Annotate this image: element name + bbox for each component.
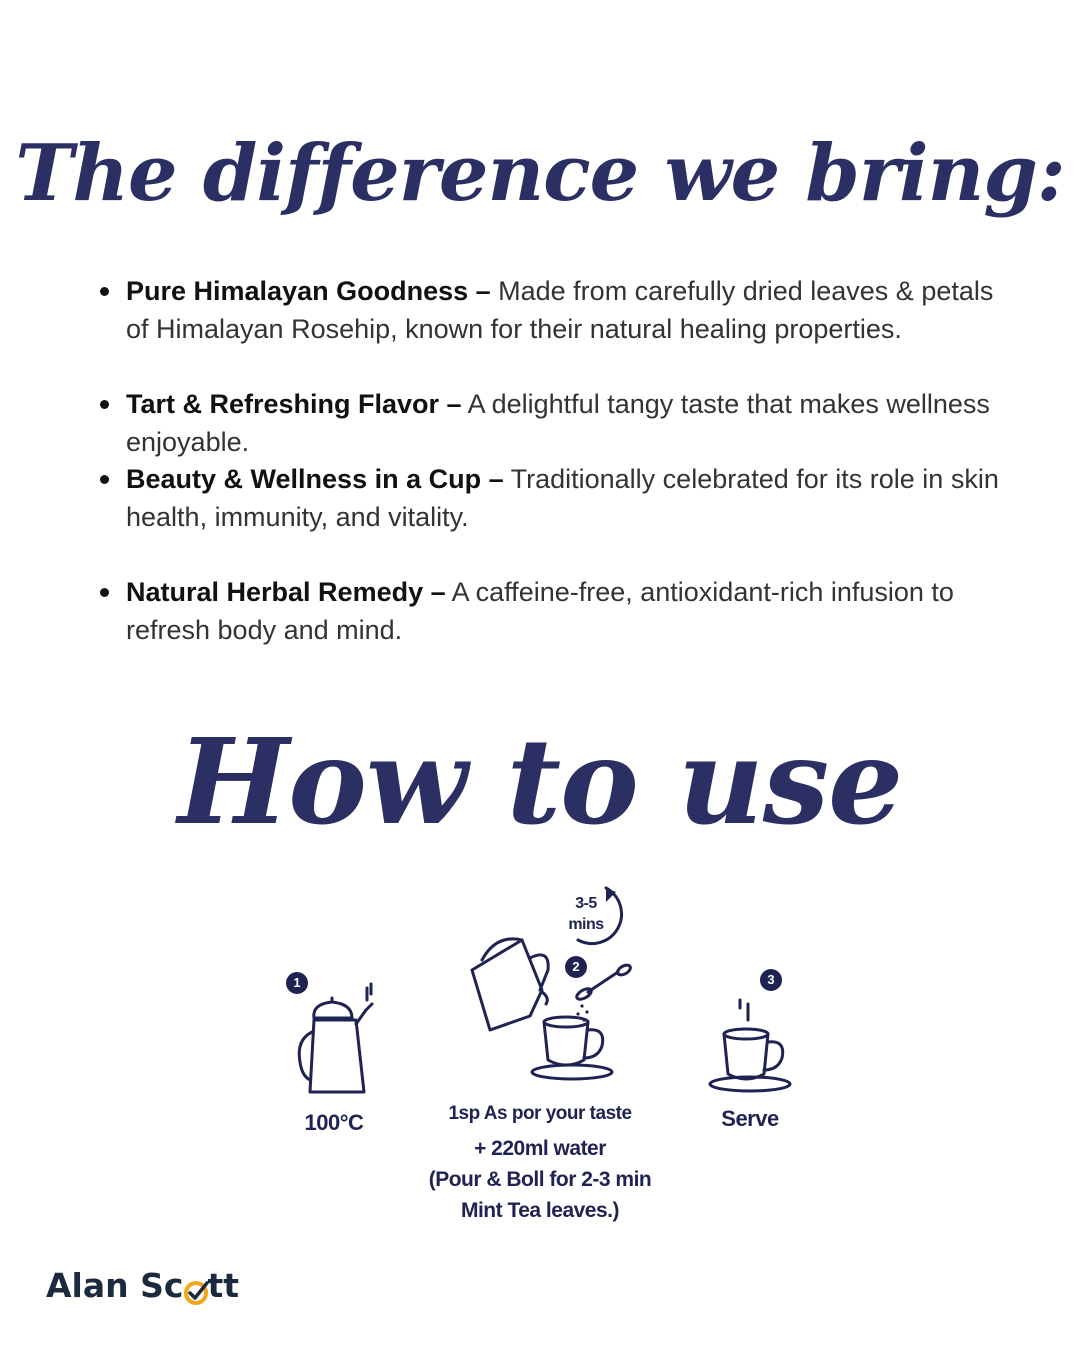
step-1-caption: 100°C	[304, 1110, 364, 1135]
bullet-icon	[100, 475, 109, 484]
step-2-line-1: 1sp As por your taste	[448, 1103, 632, 1124]
logo-text-end: tt	[207, 1266, 239, 1305]
logo-check-icon	[183, 1274, 207, 1298]
logo-text-start: Alan Sc	[46, 1266, 184, 1305]
bullet-icon	[100, 400, 109, 409]
difference-heading: The difference we bring:	[15, 128, 1065, 219]
step-2-line-3: (Pour & Boll for 2-3 min	[428, 1168, 652, 1191]
benefit-desc: Made from carefully dried leaves & petals of Himalayan Rosehip, known for their natural healing properties.	[126, 276, 994, 344]
serve-cup-icon	[706, 998, 796, 1098]
step-3-caption: Serve	[721, 1106, 779, 1131]
benefit-item	[100, 460, 1020, 536]
bullet-icon	[100, 287, 109, 296]
timer-bottom: mins	[568, 916, 604, 933]
timer-label	[556, 893, 616, 935]
bullet-icon	[100, 588, 109, 597]
step-number-1: 1	[286, 972, 308, 994]
benefit-lead: Tart & Refreshing Flavor –	[126, 389, 462, 419]
timer-top: 3-5	[575, 895, 597, 912]
brand-logo	[46, 1266, 239, 1305]
how-to-use-heading: How to use	[177, 712, 903, 851]
tea-cup-icon	[528, 1010, 618, 1085]
benefit-item	[100, 573, 1020, 649]
benefit-lead: Beauty & Wellness in a Cup –	[126, 464, 504, 494]
benefit-desc: Traditionally celebrated for its role in skin health, immunity, and vitality.	[126, 464, 999, 532]
benefit-desc: A delightful tangy taste that makes wellness enjoyable.	[126, 389, 990, 457]
benefit-lead: Natural Herbal Remedy –	[126, 577, 446, 607]
step-2-caption	[420, 1098, 660, 1226]
step-number-3: 3	[760, 969, 782, 991]
benefit-desc: A caffeine-free, antioxidant-rich infusion to refresh body and mind.	[126, 577, 954, 645]
step-2-line-4: Mint Tea leaves.)	[460, 1199, 619, 1222]
benefit-item	[100, 272, 1020, 348]
benefit-lead: Pure Himalayan Goodness –	[126, 276, 491, 306]
kettle-icon	[292, 980, 382, 1105]
step-2-line-2: + 220ml water	[474, 1137, 606, 1160]
benefit-item	[100, 385, 1020, 461]
step-number-2: 2	[565, 956, 587, 978]
